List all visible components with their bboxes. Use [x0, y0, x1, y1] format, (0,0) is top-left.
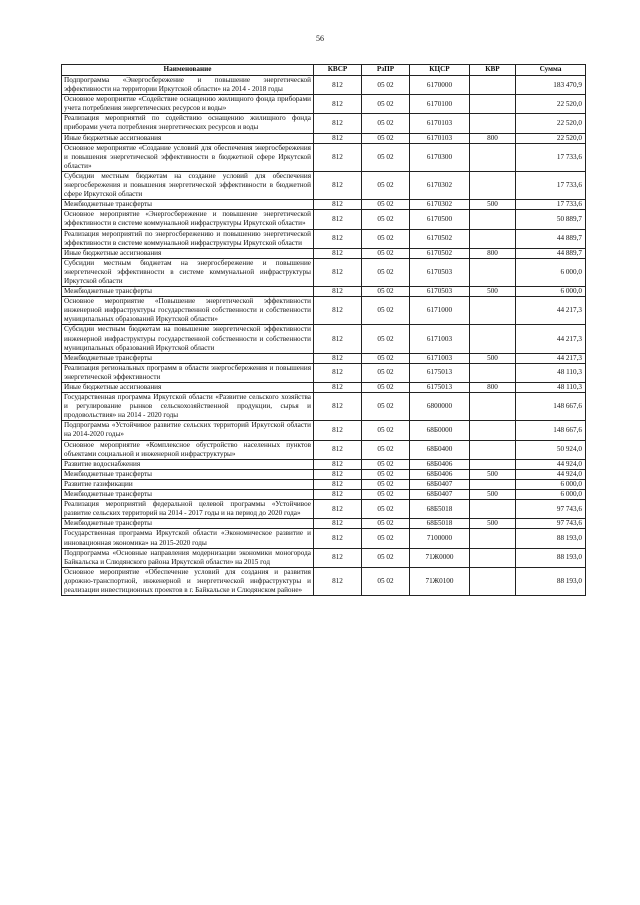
cell-kcsr: 6170100 [410, 95, 470, 114]
cell-kvsr: 812 [314, 469, 362, 479]
cell-kcsr: 68Б0000 [410, 421, 470, 440]
table-row [62, 143, 586, 171]
cell-rzpr: 05 02 [362, 567, 410, 595]
cell-rzpr: 05 02 [362, 248, 410, 258]
cell-name: Основное мероприятие «Содействие оснащению жилищного фонда приборами учета потребления энергетических ресурсов и воды» [62, 95, 314, 114]
cell-kcsr: 68Б5018 [410, 500, 470, 519]
cell-name: Межбюджетные трансферты [62, 200, 314, 210]
cell-kvsr: 812 [314, 133, 362, 143]
cell-rzpr: 05 02 [362, 500, 410, 519]
cell-rzpr: 05 02 [362, 210, 410, 229]
cell-name: Межбюджетные трансферты [62, 490, 314, 500]
cell-name: Субсидии местным бюджетам на создание условий для обеспечения энергосбережения и повышения энергетической эффективности в бюджетной сфере Иркутской области [62, 171, 314, 199]
cell-name: Основное мероприятие «Энергосбережение и повышение энергетической эффективности в системе коммунальной инфраструктуры Иркутской области» [62, 210, 314, 229]
cell-name: Основное мероприятие «Повышение энергетической эффективности инженерной инфраструктуры государственной собственности и собственности муниципальных образований Иркутской области» [62, 297, 314, 325]
cell-kvr: 500 [470, 519, 516, 529]
table-row [62, 469, 586, 479]
cell-sum: 44 924,0 [516, 469, 586, 479]
cell-sum: 97 743,6 [516, 519, 586, 529]
cell-name: Субсидии местным бюджетам на повышение энергетической эффективности инженерной инфраструктуры государственной собственности и собственности муниципальных образований Иркутской области [62, 325, 314, 353]
cell-name: Реализация мероприятий федеральной целевой программы «Устойчивое развитие сельских территорий на 2014 - 2017 годы и на период до 2020 года» [62, 500, 314, 519]
cell-sum: 44 217,3 [516, 297, 586, 325]
cell-name: Реализация мероприятий по энергосбережению и повышению энергетической эффективности в системе коммунальной инфраструктуры Иркутской области [62, 229, 314, 248]
cell-rzpr: 05 02 [362, 459, 410, 469]
cell-rzpr: 05 02 [362, 490, 410, 500]
cell-kvr [470, 548, 516, 567]
cell-kvr: 800 [470, 248, 516, 258]
cell-sum: 6 000,0 [516, 258, 586, 286]
cell-kcsr: 6170502 [410, 248, 470, 258]
cell-kvsr: 812 [314, 440, 362, 459]
cell-kvr [470, 440, 516, 459]
cell-sum: 50 889,7 [516, 210, 586, 229]
cell-kvr [470, 459, 516, 469]
table-row [62, 95, 586, 114]
cell-rzpr: 05 02 [362, 479, 410, 489]
cell-kvr [470, 297, 516, 325]
cell-kvsr: 812 [314, 200, 362, 210]
cell-name: Государственная программа Иркутской области «Развитие сельского хозяйства и регулирование рынков сельскохозяйственной продукции, сырья и продовольствия» на 2014 - 2020 годы [62, 393, 314, 421]
cell-kvr: 500 [470, 287, 516, 297]
cell-rzpr: 05 02 [362, 297, 410, 325]
cell-kvr [470, 171, 516, 199]
cell-kvr: 500 [470, 353, 516, 363]
cell-rzpr: 05 02 [362, 353, 410, 363]
cell-kcsr: 6170503 [410, 287, 470, 297]
cell-sum: 22 520,0 [516, 114, 586, 133]
cell-sum: 44 924,0 [516, 459, 586, 469]
table-row [62, 297, 586, 325]
table-row [62, 500, 586, 519]
cell-kvr [470, 421, 516, 440]
cell-kvr [470, 325, 516, 353]
cell-kcsr: 6170103 [410, 133, 470, 143]
cell-name: Межбюджетные трансферты [62, 353, 314, 363]
header-sum: Сумма [516, 65, 586, 76]
cell-kvsr: 812 [314, 529, 362, 548]
cell-kvsr: 812 [314, 490, 362, 500]
table-row [62, 529, 586, 548]
cell-kvsr: 812 [314, 95, 362, 114]
page-number: 56 [316, 34, 324, 43]
cell-sum: 44 889,7 [516, 229, 586, 248]
cell-rzpr: 05 02 [362, 529, 410, 548]
header-kvsr: КВСР [314, 65, 362, 76]
cell-rzpr: 05 02 [362, 76, 410, 95]
cell-name: Подпрограмма «Основные направления модернизации экономики моногорода Байкальска и Слюдянского района Иркутской области» на 2015 год [62, 548, 314, 567]
cell-kvr: 800 [470, 383, 516, 393]
cell-rzpr: 05 02 [362, 95, 410, 114]
cell-name: Развитие газификации [62, 479, 314, 489]
cell-name: Подпрограмма «Устойчивое развитие сельских территорий Иркутской области на 2014-2020 годы» [62, 421, 314, 440]
cell-kvr [470, 479, 516, 489]
cell-rzpr: 05 02 [362, 393, 410, 421]
cell-kcsr: 71Ж0000 [410, 548, 470, 567]
cell-kcsr: 6170103 [410, 114, 470, 133]
cell-sum: 48 110,3 [516, 363, 586, 382]
cell-name: Иные бюджетные ассигнования [62, 383, 314, 393]
cell-kvsr: 812 [314, 459, 362, 469]
cell-kvr [470, 567, 516, 595]
cell-kvsr: 812 [314, 114, 362, 133]
cell-kcsr: 6800000 [410, 393, 470, 421]
table-row [62, 325, 586, 353]
cell-rzpr: 05 02 [362, 200, 410, 210]
cell-kvsr: 812 [314, 519, 362, 529]
cell-kcsr: 68Б0407 [410, 490, 470, 500]
cell-rzpr: 05 02 [362, 469, 410, 479]
cell-sum: 44 217,3 [516, 325, 586, 353]
table-row [62, 479, 586, 489]
cell-kcsr: 6170000 [410, 76, 470, 95]
cell-name: Межбюджетные трансферты [62, 519, 314, 529]
cell-name: Развитие водоснабжения [62, 459, 314, 469]
cell-sum: 88 193,0 [516, 529, 586, 548]
table-row [62, 287, 586, 297]
table-row [62, 248, 586, 258]
cell-kcsr: 6170503 [410, 258, 470, 286]
cell-sum: 88 193,0 [516, 548, 586, 567]
cell-kcsr: 6175013 [410, 383, 470, 393]
cell-rzpr: 05 02 [362, 440, 410, 459]
cell-kcsr: 71Ж0100 [410, 567, 470, 595]
budget-table [61, 64, 586, 596]
cell-kvr: 500 [470, 490, 516, 500]
cell-name: Межбюджетные трансферты [62, 469, 314, 479]
cell-kvsr: 812 [314, 76, 362, 95]
header-kcsr: КЦСР [410, 65, 470, 76]
cell-sum: 148 667,6 [516, 421, 586, 440]
cell-kvsr: 812 [314, 567, 362, 595]
table-row [62, 459, 586, 469]
cell-kvsr: 812 [314, 363, 362, 382]
cell-kcsr: 6171003 [410, 325, 470, 353]
cell-name: Иные бюджетные ассигнования [62, 133, 314, 143]
cell-kvsr: 812 [314, 383, 362, 393]
header-name: Наименование [62, 65, 314, 76]
cell-name: Основное мероприятие «Создание условий для обеспечения энергосбережения и повышения энергетической эффективности в бюджетной сфере Иркутской области» [62, 143, 314, 171]
table-row [62, 421, 586, 440]
cell-kcsr: 6171003 [410, 353, 470, 363]
cell-kcsr: 68Б0400 [410, 440, 470, 459]
cell-rzpr: 05 02 [362, 171, 410, 199]
cell-kvsr: 812 [314, 393, 362, 421]
cell-kvr [470, 143, 516, 171]
cell-kvsr: 812 [314, 229, 362, 248]
cell-kvsr: 812 [314, 297, 362, 325]
cell-kvsr: 812 [314, 248, 362, 258]
cell-kvr [470, 363, 516, 382]
cell-kcsr: 6171000 [410, 297, 470, 325]
cell-name: Межбюджетные трансферты [62, 287, 314, 297]
cell-kcsr: 6170300 [410, 143, 470, 171]
cell-kvr: 500 [470, 200, 516, 210]
cell-rzpr: 05 02 [362, 229, 410, 248]
cell-kvsr: 812 [314, 325, 362, 353]
cell-name: Реализация региональных программ в области энергосбережения и повышения энергетической эффективности [62, 363, 314, 382]
cell-sum: 6 000,0 [516, 479, 586, 489]
cell-rzpr: 05 02 [362, 143, 410, 171]
table-header-row [62, 65, 586, 76]
cell-kcsr: 68Б5018 [410, 519, 470, 529]
cell-sum: 22 520,0 [516, 95, 586, 114]
table-row [62, 258, 586, 286]
cell-kvr [470, 210, 516, 229]
cell-name: Субсидии местным бюджетам на энергосбережение и повышение энергетической эффективности в системе коммунальной инфраструктуры Иркутской области [62, 258, 314, 286]
table-row [62, 133, 586, 143]
cell-sum: 17 733,6 [516, 143, 586, 171]
table-row [62, 567, 586, 595]
cell-kvsr: 812 [314, 548, 362, 567]
cell-kcsr: 7100000 [410, 529, 470, 548]
cell-kvr [470, 229, 516, 248]
table-row [62, 519, 586, 529]
cell-kvr [470, 393, 516, 421]
cell-kvr [470, 114, 516, 133]
cell-kcsr: 68Б0407 [410, 479, 470, 489]
cell-rzpr: 05 02 [362, 383, 410, 393]
cell-kcsr: 6170302 [410, 200, 470, 210]
cell-kvr [470, 529, 516, 548]
cell-sum: 22 520,0 [516, 133, 586, 143]
table-row [62, 393, 586, 421]
cell-name: Основное мероприятие «Комплексное обустройство населенных пунктов объектами социальной и инженерной инфраструктуры» [62, 440, 314, 459]
cell-kcsr: 6170502 [410, 229, 470, 248]
table-row [62, 171, 586, 199]
cell-rzpr: 05 02 [362, 363, 410, 382]
cell-sum: 48 110,3 [516, 383, 586, 393]
table-row [62, 210, 586, 229]
cell-rzpr: 05 02 [362, 519, 410, 529]
header-kvr: КВР [470, 65, 516, 76]
cell-rzpr: 05 02 [362, 258, 410, 286]
table-row [62, 440, 586, 459]
cell-sum: 97 743,6 [516, 500, 586, 519]
cell-rzpr: 05 02 [362, 114, 410, 133]
cell-kcsr: 6175013 [410, 363, 470, 382]
cell-name: Подпрограмма «Энергосбережение и повышение энергетической эффективности на территории Иркутской области» на 2014 - 2018 годы [62, 76, 314, 95]
table-row [62, 548, 586, 567]
cell-name: Основное мероприятие «Обеспечение условий для создания и развития дорожно-транспортной, инженерной и энергетической инфраструктуры и реализации инвестиционных проектов в г. Байкальске и Слюдянском районе» [62, 567, 314, 595]
cell-kcsr: 68Б0406 [410, 459, 470, 469]
cell-sum: 148 667,6 [516, 393, 586, 421]
cell-kvr: 500 [470, 469, 516, 479]
cell-sum: 88 193,0 [516, 567, 586, 595]
cell-kvsr: 812 [314, 353, 362, 363]
table-row [62, 114, 586, 133]
cell-kcsr: 68Б0406 [410, 469, 470, 479]
cell-kvsr: 812 [314, 287, 362, 297]
cell-kvsr: 812 [314, 258, 362, 286]
cell-sum: 44 217,3 [516, 353, 586, 363]
cell-kvsr: 812 [314, 210, 362, 229]
cell-kcsr: 6170302 [410, 171, 470, 199]
cell-kvr [470, 95, 516, 114]
table-row [62, 383, 586, 393]
cell-kcsr: 6170500 [410, 210, 470, 229]
cell-sum: 17 733,6 [516, 171, 586, 199]
cell-rzpr: 05 02 [362, 548, 410, 567]
cell-kvsr: 812 [314, 500, 362, 519]
cell-rzpr: 05 02 [362, 421, 410, 440]
header-rzpr: РзПР [362, 65, 410, 76]
cell-kvsr: 812 [314, 479, 362, 489]
cell-kvr: 800 [470, 133, 516, 143]
cell-rzpr: 05 02 [362, 133, 410, 143]
cell-rzpr: 05 02 [362, 325, 410, 353]
cell-kvsr: 812 [314, 421, 362, 440]
cell-kvsr: 812 [314, 171, 362, 199]
cell-kvr [470, 500, 516, 519]
cell-sum: 6 000,0 [516, 287, 586, 297]
cell-kvr [470, 258, 516, 286]
cell-sum: 183 470,9 [516, 76, 586, 95]
table-row [62, 200, 586, 210]
cell-sum: 6 000,0 [516, 490, 586, 500]
cell-kvsr: 812 [314, 143, 362, 171]
table-row [62, 490, 586, 500]
cell-name: Иные бюджетные ассигнования [62, 248, 314, 258]
cell-sum: 44 889,7 [516, 248, 586, 258]
table-row [62, 76, 586, 95]
cell-name: Реализация мероприятий по содействию оснащению жилищного фонда приборами учета потребления энергетических ресурсов и воды [62, 114, 314, 133]
cell-rzpr: 05 02 [362, 287, 410, 297]
table-row [62, 353, 586, 363]
cell-kvr [470, 76, 516, 95]
table-row [62, 363, 586, 382]
cell-sum: 17 733,6 [516, 200, 586, 210]
cell-name: Государственная программа Иркутской области «Экономическое развитие и инновационная экономика» на 2015-2020 годы [62, 529, 314, 548]
table-row [62, 229, 586, 248]
cell-sum: 50 924,0 [516, 440, 586, 459]
